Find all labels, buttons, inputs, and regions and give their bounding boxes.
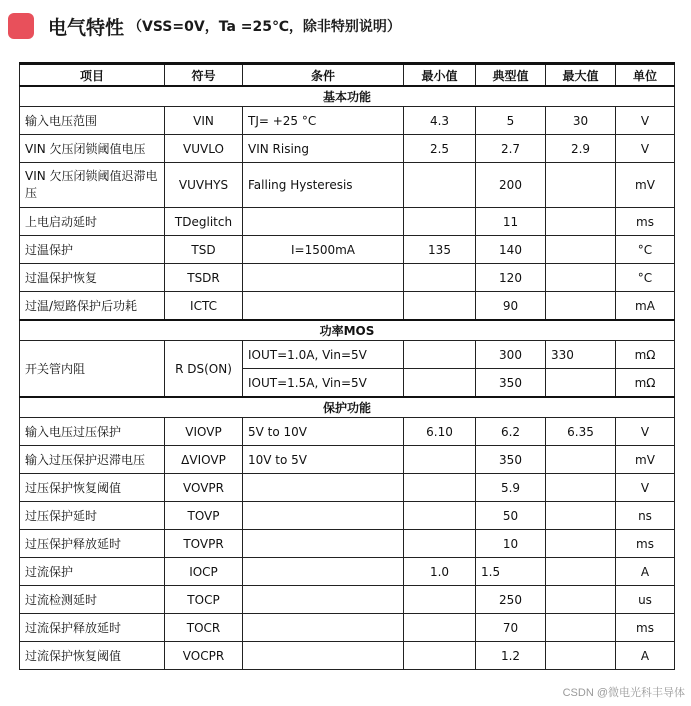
cell-max <box>546 530 616 558</box>
cell-max <box>546 264 616 292</box>
section-label: 基本功能 <box>20 86 675 107</box>
cell-symbol: VOVPR <box>165 474 243 502</box>
table-row <box>20 135 675 163</box>
cell-typ: 350 <box>476 446 546 474</box>
table-row <box>20 208 675 236</box>
section-row-power-mos <box>20 320 675 341</box>
cell-unit: ns <box>616 502 675 530</box>
cell-item: 过流检测延时 <box>20 586 165 614</box>
cell-condition <box>243 614 404 642</box>
column-header: 最小值 <box>404 64 476 87</box>
cell-max: 6.35 <box>546 418 616 446</box>
cell-condition: TJ= +25 °C <box>243 107 404 135</box>
cell-unit: ms <box>616 614 675 642</box>
section-marker <box>8 13 34 39</box>
cell-symbol: VIOVP <box>165 418 243 446</box>
cell-unit: ms <box>616 208 675 236</box>
cell-typ: 6.2 <box>476 418 546 446</box>
cell-max <box>546 502 616 530</box>
cell-min: 6.10 <box>404 418 476 446</box>
cell-condition: Falling Hysteresis <box>243 163 404 208</box>
section-subtitle: （VSS=0V，Ta =25℃，除非特别说明） <box>128 19 401 35</box>
table-row <box>20 236 675 264</box>
cell-min: 135 <box>404 236 476 264</box>
cell-unit: °C <box>616 264 675 292</box>
cell-item: 过压保护延时 <box>20 502 165 530</box>
cell-condition: 5V to 10V <box>243 418 404 446</box>
cell-max <box>546 369 616 398</box>
cell-unit: °C <box>616 236 675 264</box>
column-header: 项目 <box>20 64 165 87</box>
cell-symbol: TDeglitch <box>165 208 243 236</box>
section-row-protection <box>20 397 675 418</box>
cell-typ: 350 <box>476 369 546 398</box>
cell-typ: 70 <box>476 614 546 642</box>
cell-symbol: TSDR <box>165 264 243 292</box>
table-row <box>20 614 675 642</box>
table-row <box>20 107 675 135</box>
cell-min <box>404 264 476 292</box>
cell-condition: I=1500mA <box>243 236 404 264</box>
cell-symbol: TOVP <box>165 502 243 530</box>
cell-symbol: VOCPR <box>165 642 243 670</box>
cell-min <box>404 292 476 321</box>
table-row <box>20 341 675 369</box>
cell-condition <box>243 502 404 530</box>
cell-typ: 50 <box>476 502 546 530</box>
cell-typ: 5.9 <box>476 474 546 502</box>
cell-max: 30 <box>546 107 616 135</box>
cell-min <box>404 642 476 670</box>
cell-min <box>404 369 476 398</box>
cell-max <box>546 614 616 642</box>
section-label: 功率MOS <box>20 320 675 341</box>
cell-unit: mΩ <box>616 369 675 398</box>
cell-unit: mV <box>616 446 675 474</box>
cell-condition <box>243 642 404 670</box>
table-row <box>20 502 675 530</box>
cell-min <box>404 446 476 474</box>
cell-condition <box>243 208 404 236</box>
cell-symbol: TSD <box>165 236 243 264</box>
cell-item: 输入过压保护迟滞电压 <box>20 446 165 474</box>
column-header: 典型值 <box>476 64 546 87</box>
section-title: 电气特性 <box>48 16 125 39</box>
cell-typ: 2.7 <box>476 135 546 163</box>
cell-min: 1.0 <box>404 558 476 586</box>
table-row <box>20 558 675 586</box>
cell-item: VIN 欠压闭锁阈值电压 <box>20 135 165 163</box>
cell-unit: mV <box>616 163 675 208</box>
cell-max <box>546 642 616 670</box>
cell-max <box>546 558 616 586</box>
cell-symbol: TOVPR <box>165 530 243 558</box>
cell-max <box>546 446 616 474</box>
section-row-basic <box>20 86 675 107</box>
cell-typ: 140 <box>476 236 546 264</box>
cell-item: 过温保护恢复 <box>20 264 165 292</box>
cell-typ: 120 <box>476 264 546 292</box>
cell-symbol: VUVLO <box>165 135 243 163</box>
cell-condition <box>243 530 404 558</box>
column-header: 符号 <box>165 64 243 87</box>
cell-item: 过温/短路保护后功耗 <box>20 292 165 321</box>
cell-symbol: VUVHYS <box>165 163 243 208</box>
cell-max <box>546 163 616 208</box>
cell-item: 过流保护恢复阈值 <box>20 642 165 670</box>
cell-unit: V <box>616 418 675 446</box>
cell-condition <box>243 474 404 502</box>
table-row <box>20 586 675 614</box>
cell-unit: V <box>616 135 675 163</box>
cell-min <box>404 341 476 369</box>
cell-typ: 200 <box>476 163 546 208</box>
cell-unit: A <box>616 558 675 586</box>
cell-symbol: TOCP <box>165 586 243 614</box>
cell-min: 4.3 <box>404 107 476 135</box>
cell-typ: 10 <box>476 530 546 558</box>
cell-symbol: ICTC <box>165 292 243 321</box>
cell-symbol: IOCP <box>165 558 243 586</box>
table-header-row <box>20 64 675 87</box>
cell-max <box>546 236 616 264</box>
cell-item: 过压保护释放延时 <box>20 530 165 558</box>
cell-item: 过流保护 <box>20 558 165 586</box>
cell-typ: 250 <box>476 586 546 614</box>
cell-typ: 1.5 <box>476 558 546 586</box>
cell-typ: 90 <box>476 292 546 321</box>
cell-unit: ms <box>616 530 675 558</box>
cell-min <box>404 614 476 642</box>
cell-item: 过压保护恢复阈值 <box>20 474 165 502</box>
cell-item: VIN 欠压闭锁阈值迟滞电压 <box>20 163 165 208</box>
cell-symbol: ΔVIOVP <box>165 446 243 474</box>
cell-condition <box>243 586 404 614</box>
cell-typ: 1.2 <box>476 642 546 670</box>
cell-unit: V <box>616 107 675 135</box>
table-row <box>20 292 675 321</box>
cell-min <box>404 208 476 236</box>
cell-item: 过温保护 <box>20 236 165 264</box>
cell-condition: IOUT=1.0A, Vin=5V <box>243 341 404 369</box>
cell-min: 2.5 <box>404 135 476 163</box>
cell-condition: VIN Rising <box>243 135 404 163</box>
cell-item: 过流保护释放延时 <box>20 614 165 642</box>
cell-max: 330 <box>546 341 616 369</box>
cell-item: 输入电压范围 <box>20 107 165 135</box>
column-header: 最大值 <box>546 64 616 87</box>
cell-symbol: R DS(ON) <box>165 341 243 398</box>
cell-condition: IOUT=1.5A, Vin=5V <box>243 369 404 398</box>
cell-condition <box>243 292 404 321</box>
cell-unit: us <box>616 586 675 614</box>
section-label: 保护功能 <box>20 397 675 418</box>
table-row <box>20 163 675 208</box>
cell-max <box>546 292 616 321</box>
cell-unit: A <box>616 642 675 670</box>
cell-min <box>404 586 476 614</box>
table-row <box>20 264 675 292</box>
table-row <box>20 530 675 558</box>
watermark: CSDN @微电光科丰导体 <box>562 687 685 699</box>
cell-min <box>404 474 476 502</box>
cell-condition <box>243 558 404 586</box>
cell-typ: 5 <box>476 107 546 135</box>
cell-condition: 10V to 5V <box>243 446 404 474</box>
cell-item: 上电启动延时 <box>20 208 165 236</box>
cell-item: 开关管内阻 <box>20 341 165 398</box>
column-header: 单位 <box>616 64 675 87</box>
cell-symbol: TOCR <box>165 614 243 642</box>
column-header: 条件 <box>243 64 404 87</box>
cell-unit: mΩ <box>616 341 675 369</box>
cell-max: 2.9 <box>546 135 616 163</box>
table-row <box>20 446 675 474</box>
cell-typ: 300 <box>476 341 546 369</box>
cell-item: 输入电压过压保护 <box>20 418 165 446</box>
cell-unit: mA <box>616 292 675 321</box>
cell-max <box>546 586 616 614</box>
cell-condition <box>243 264 404 292</box>
table-row <box>20 418 675 446</box>
section-header <box>8 10 401 42</box>
cell-max <box>546 208 616 236</box>
cell-typ: 11 <box>476 208 546 236</box>
cell-min <box>404 163 476 208</box>
cell-min <box>404 502 476 530</box>
cell-min <box>404 530 476 558</box>
table-row <box>20 642 675 670</box>
electrical-characteristics-table <box>19 62 675 670</box>
cell-unit: V <box>616 474 675 502</box>
table-row <box>20 474 675 502</box>
cell-max <box>546 474 616 502</box>
cell-symbol: VIN <box>165 107 243 135</box>
